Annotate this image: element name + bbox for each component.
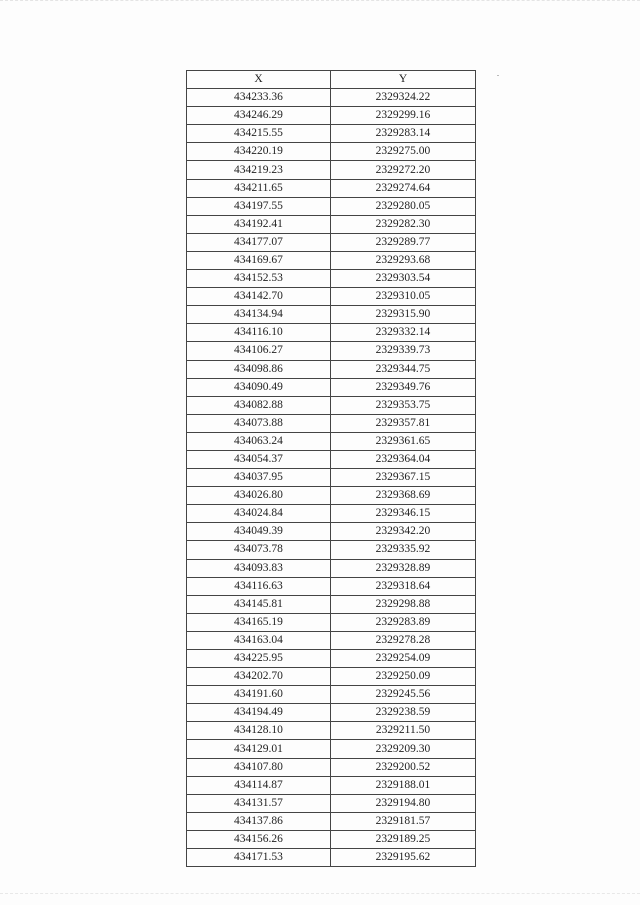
cell-x: 434116.63	[187, 577, 331, 595]
cell-x: 434215.55	[187, 125, 331, 143]
table-row	[187, 270, 476, 288]
cell-y: 2329283.89	[330, 613, 475, 631]
cell-y: 2329346.15	[330, 505, 475, 523]
cell-x: 434202.70	[187, 668, 331, 686]
table-row	[187, 830, 476, 848]
table-row	[187, 414, 476, 432]
table-row	[187, 668, 476, 686]
cell-x: 434093.83	[187, 559, 331, 577]
cell-x: 434026.80	[187, 487, 331, 505]
cell-y: 2329272.20	[330, 161, 475, 179]
cell-x: 434152.53	[187, 270, 331, 288]
cell-y: 2329289.77	[330, 233, 475, 251]
cell-y: 2329245.56	[330, 686, 475, 704]
cell-y: 2329282.30	[330, 215, 475, 233]
cell-x: 434137.86	[187, 812, 331, 830]
cell-y: 2329324.22	[330, 89, 475, 107]
cell-y: 2329357.81	[330, 414, 475, 432]
cell-x: 434090.49	[187, 378, 331, 396]
cell-x: 434165.19	[187, 613, 331, 631]
cell-y: 2329339.73	[330, 342, 475, 360]
table-row	[187, 794, 476, 812]
cell-x: 434054.37	[187, 450, 331, 468]
table-row	[187, 432, 476, 450]
cell-y: 2329328.89	[330, 559, 475, 577]
table-row	[187, 505, 476, 523]
cell-x: 434107.80	[187, 758, 331, 776]
cell-y: 2329211.50	[330, 722, 475, 740]
table-row	[187, 179, 476, 197]
table-row	[187, 812, 476, 830]
cell-y: 2329250.09	[330, 668, 475, 686]
cell-x: 434116.10	[187, 324, 331, 342]
table-row	[187, 251, 476, 269]
table-row	[187, 107, 476, 125]
cell-x: 434220.19	[187, 143, 331, 161]
cell-y: 2329195.62	[330, 849, 475, 867]
table-row	[187, 360, 476, 378]
table-row	[187, 541, 476, 559]
table-row	[187, 650, 476, 668]
table-row	[187, 559, 476, 577]
cell-x: 434219.23	[187, 161, 331, 179]
cell-y: 2329293.68	[330, 251, 475, 269]
table-row	[187, 161, 476, 179]
cell-x: 434098.86	[187, 360, 331, 378]
cell-y: 2329335.92	[330, 541, 475, 559]
table-row	[187, 487, 476, 505]
cell-x: 434156.26	[187, 830, 331, 848]
table-header-row	[187, 71, 476, 89]
cell-x: 434145.81	[187, 595, 331, 613]
table-row	[187, 450, 476, 468]
table-row	[187, 631, 476, 649]
cell-y: 2329189.25	[330, 830, 475, 848]
cell-x: 434073.88	[187, 414, 331, 432]
cell-y: 2329254.09	[330, 650, 475, 668]
cell-y: 2329188.01	[330, 776, 475, 794]
cell-x: 434197.55	[187, 197, 331, 215]
table-row	[187, 776, 476, 794]
cell-x: 434246.29	[187, 107, 331, 125]
cell-x: 434211.65	[187, 179, 331, 197]
cell-y: 2329349.76	[330, 378, 475, 396]
cell-x: 434024.84	[187, 505, 331, 523]
table-row	[187, 378, 476, 396]
table-row	[187, 288, 476, 306]
cell-y: 2329238.59	[330, 704, 475, 722]
cell-y: 2329367.15	[330, 469, 475, 487]
cell-y: 2329274.64	[330, 179, 475, 197]
cell-y: 2329318.64	[330, 577, 475, 595]
table-row	[187, 613, 476, 631]
column-header-x: X	[187, 71, 331, 89]
table-row	[187, 740, 476, 758]
page-bottom-edge	[0, 893, 640, 896]
cell-y: 2329344.75	[330, 360, 475, 378]
cell-y: 2329364.04	[330, 450, 475, 468]
cell-y: 2329368.69	[330, 487, 475, 505]
table-row	[187, 215, 476, 233]
cell-x: 434171.53	[187, 849, 331, 867]
table-body	[187, 89, 476, 867]
table-row	[187, 396, 476, 414]
cell-x: 434177.07	[187, 233, 331, 251]
cell-y: 2329332.14	[330, 324, 475, 342]
cell-y: 2329181.57	[330, 812, 475, 830]
table-row	[187, 342, 476, 360]
coordinate-table	[186, 70, 476, 867]
table-row	[187, 523, 476, 541]
cell-x: 434129.01	[187, 740, 331, 758]
cell-x: 434163.04	[187, 631, 331, 649]
cell-x: 434194.49	[187, 704, 331, 722]
cell-y: 2329303.54	[330, 270, 475, 288]
table-row	[187, 306, 476, 324]
cell-y: 2329361.65	[330, 432, 475, 450]
cell-y: 2329310.05	[330, 288, 475, 306]
table-row	[187, 125, 476, 143]
cell-x: 434131.57	[187, 794, 331, 812]
table-row	[187, 197, 476, 215]
cell-x: 434049.39	[187, 523, 331, 541]
cell-x: 434191.60	[187, 686, 331, 704]
cell-x: 434233.36	[187, 89, 331, 107]
cell-x: 434128.10	[187, 722, 331, 740]
cell-y: 2329353.75	[330, 396, 475, 414]
cell-x: 434037.95	[187, 469, 331, 487]
cell-y: 2329283.14	[330, 125, 475, 143]
column-header-y: Y	[330, 71, 475, 89]
cell-x: 434142.70	[187, 288, 331, 306]
cell-x: 434106.27	[187, 342, 331, 360]
scan-speck	[497, 75, 499, 76]
cell-y: 2329280.05	[330, 197, 475, 215]
cell-x: 434063.24	[187, 432, 331, 450]
cell-x: 434225.95	[187, 650, 331, 668]
cell-y: 2329209.30	[330, 740, 475, 758]
table-row	[187, 469, 476, 487]
cell-y: 2329315.90	[330, 306, 475, 324]
cell-x: 434169.67	[187, 251, 331, 269]
cell-y: 2329299.16	[330, 107, 475, 125]
cell-y: 2329342.20	[330, 523, 475, 541]
cell-y: 2329194.80	[330, 794, 475, 812]
table-row	[187, 595, 476, 613]
cell-x: 434192.41	[187, 215, 331, 233]
page-top-edge	[0, 0, 640, 3]
table-row	[187, 704, 476, 722]
table-row	[187, 324, 476, 342]
cell-y: 2329275.00	[330, 143, 475, 161]
cell-y: 2329278.28	[330, 631, 475, 649]
table-row	[187, 577, 476, 595]
table-row	[187, 849, 476, 867]
table-row	[187, 89, 476, 107]
cell-x: 434134.94	[187, 306, 331, 324]
cell-y: 2329200.52	[330, 758, 475, 776]
cell-x: 434114.87	[187, 776, 331, 794]
cell-y: 2329298.88	[330, 595, 475, 613]
cell-x: 434073.78	[187, 541, 331, 559]
table-row	[187, 722, 476, 740]
table-row	[187, 143, 476, 161]
cell-x: 434082.88	[187, 396, 331, 414]
table-row	[187, 233, 476, 251]
table-row	[187, 686, 476, 704]
table-row	[187, 758, 476, 776]
